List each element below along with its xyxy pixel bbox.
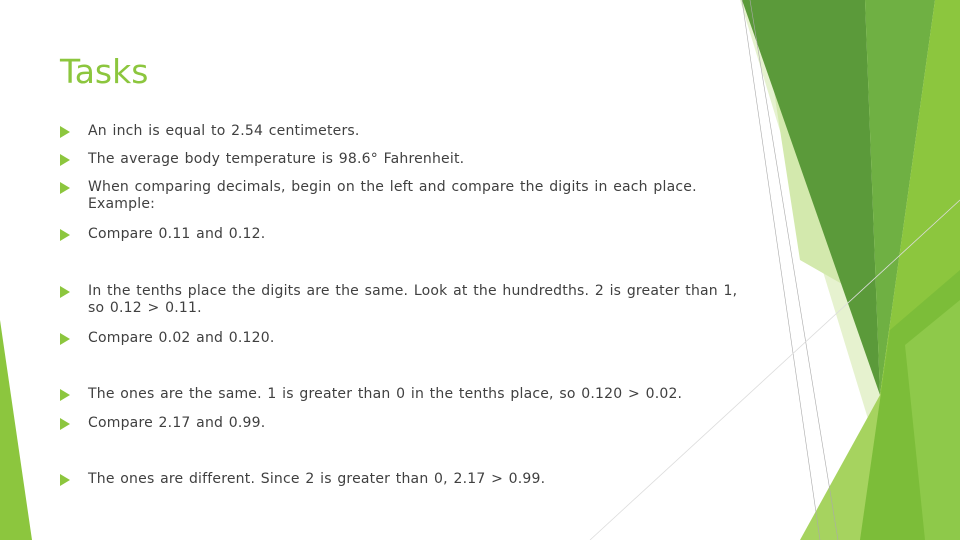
bullet-item-8 bbox=[60, 415, 740, 432]
bullet-text: The ones are different. Since 2 is greater than 0, 2.17 > 0.99. bbox=[88, 471, 546, 487]
bullet-text: Compare 0.02 and 0.120. bbox=[88, 330, 275, 346]
bullet-text: When comparing decimals, begin on the left and compare the digits in each place. Example: bbox=[88, 179, 697, 212]
triangle-right-icon bbox=[60, 182, 70, 194]
triangle-right-icon bbox=[60, 333, 70, 345]
triangle-right-icon bbox=[60, 286, 70, 298]
bullet-text: In the tenths place the digits are the same. Look at the hundredths. 2 is greater than 1, so 0.12 > 0.11. bbox=[88, 283, 738, 316]
bullet-item-1 bbox=[60, 123, 740, 140]
slide-title: Tasks bbox=[60, 52, 149, 91]
bullet-text: The ones are the same. 1 is greater than 0 in the tenths place, so 0.120 > 0.02. bbox=[88, 386, 683, 402]
bullet-item-3 bbox=[60, 179, 740, 213]
bullet-item-2 bbox=[60, 151, 740, 168]
bullet-item-7 bbox=[60, 386, 740, 403]
bullet-item-5 bbox=[60, 283, 740, 317]
triangle-right-icon bbox=[60, 126, 70, 138]
bullet-text: Compare 0.11 and 0.12. bbox=[88, 226, 266, 242]
bullet-item-4 bbox=[60, 226, 740, 243]
bullet-item-6 bbox=[60, 330, 740, 347]
bullet-text: Compare 2.17 and 0.99. bbox=[88, 415, 266, 431]
decor-band-left bbox=[0, 320, 32, 540]
triangle-right-icon bbox=[60, 474, 70, 486]
bullet-item-9 bbox=[60, 471, 740, 488]
bullet-text: The average body temperature is 98.6° Fahrenheit. bbox=[88, 151, 465, 167]
triangle-right-icon bbox=[60, 418, 70, 430]
triangle-right-icon bbox=[60, 229, 70, 241]
bullet-text: An inch is equal to 2.54 centimeters. bbox=[88, 123, 360, 139]
triangle-right-icon bbox=[60, 154, 70, 166]
triangle-right-icon bbox=[60, 389, 70, 401]
